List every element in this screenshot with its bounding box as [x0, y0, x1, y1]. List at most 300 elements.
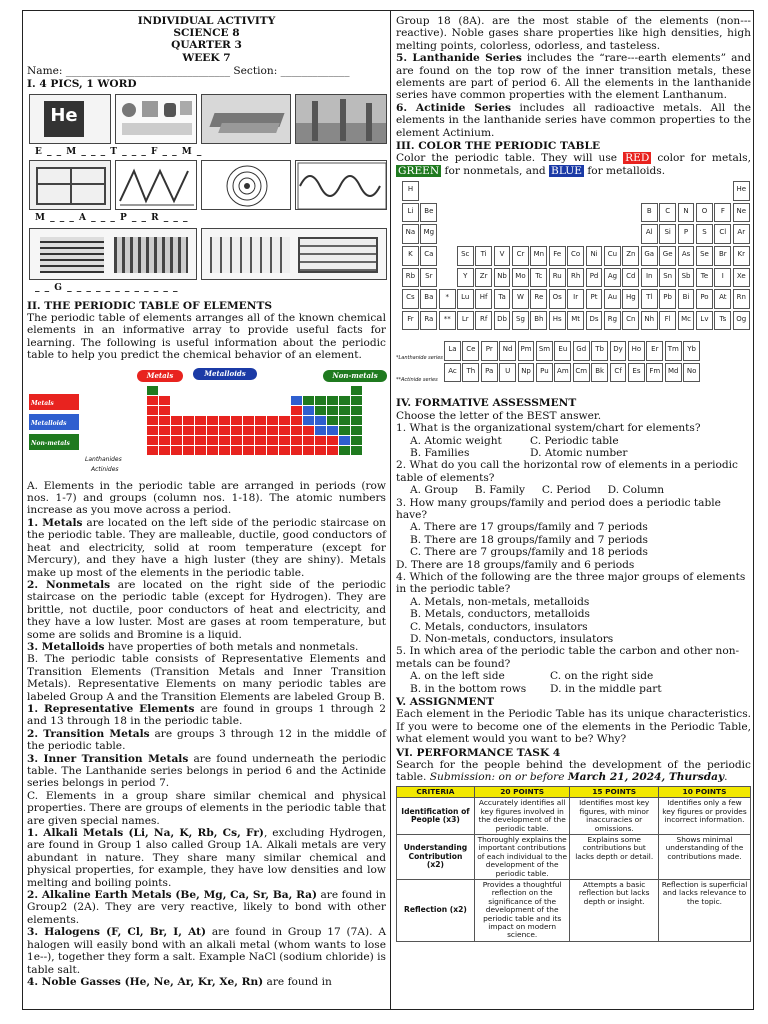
- green-highlight: GREEN: [398, 164, 440, 177]
- element-cell[interactable]: I: [714, 268, 731, 288]
- element-cell[interactable]: Er: [646, 341, 663, 361]
- term: 5. Lanthanide Series: [396, 52, 522, 65]
- element-tile: [279, 416, 290, 425]
- rubric-header: 15 POINTS: [570, 786, 659, 797]
- right-column: [392, 11, 755, 1009]
- element-cell[interactable]: Cr: [512, 246, 529, 266]
- intro-paragraph: The periodic table of elements arranges all of the known chemical elements in an informative array to provide useful facts for learning. The following is useful information about the periodic table to help you predict the chemical behavior of an element.: [27, 312, 386, 362]
- element-tile: [279, 446, 290, 455]
- series-placeholder-cell: *: [439, 289, 456, 309]
- element-tile: [147, 426, 158, 435]
- element-cell[interactable]: In: [641, 268, 658, 288]
- header-line: SCIENCE 8: [173, 27, 240, 40]
- wave-graphic: [296, 161, 387, 210]
- element-cell[interactable]: Ca: [420, 246, 437, 266]
- element-tile: [207, 446, 218, 455]
- element-cell[interactable]: W: [512, 289, 529, 309]
- element-cell[interactable]: Ru: [549, 268, 566, 288]
- options-row: [396, 435, 751, 447]
- element-tile: [339, 406, 350, 415]
- term: 1. Metals: [27, 516, 83, 529]
- rubric-cell: Provides a thoughtful reflection on the significance of the development of the periodic table and its impact on modern science.: [474, 879, 570, 941]
- element-cell[interactable]: Lv: [696, 311, 713, 331]
- option[interactable]: C. There are 7 groups/family and 18 periods: [410, 546, 648, 559]
- element-tile: [231, 446, 242, 455]
- element-cell[interactable]: Mg: [420, 224, 437, 244]
- element-cell[interactable]: Pd: [586, 268, 603, 288]
- rubric-cell: Identifies most key figures, with minor inaccuracies or omissions.: [570, 798, 659, 835]
- element-tile: [195, 416, 206, 425]
- options-row: [396, 670, 751, 682]
- legend-metals: Metals: [29, 394, 79, 410]
- element-tile: [351, 386, 362, 395]
- element-tile: [303, 416, 314, 425]
- element-cell[interactable]: La: [444, 341, 461, 361]
- element-cell[interactable]: Md: [665, 363, 682, 383]
- element-cell[interactable]: U: [499, 363, 516, 383]
- nonmetals-paragraph: [27, 579, 386, 641]
- element-cell[interactable]: Re: [530, 289, 547, 309]
- element-cell[interactable]: Pt: [586, 289, 603, 309]
- option[interactable]: D. There are 18 groups/family and 6 periods: [396, 558, 635, 571]
- rubric-table: [396, 786, 751, 942]
- element-cell[interactable]: Dy: [610, 341, 627, 361]
- element-tile: [327, 446, 338, 455]
- noble-gases-continued: Group 18 (8A). are the most stable of the elements (non---reactive). Noble gases share properties like high densities, high melting points, colorless, odorless, and tasteless.: [396, 15, 751, 52]
- element-tile: [147, 436, 158, 445]
- element-cell[interactable]: Fe: [549, 246, 566, 266]
- element-cell[interactable]: Mt: [567, 311, 584, 331]
- element-cell[interactable]: F: [714, 203, 731, 223]
- element-cell[interactable]: C: [659, 203, 676, 223]
- element-cell[interactable]: Rg: [604, 311, 621, 331]
- definition: are found in Group2 (2A). They are very reactive, likely to bond with other elements.: [27, 889, 386, 926]
- option[interactable]: A. Atomic weight: [410, 434, 502, 447]
- element-cell[interactable]: Au: [604, 289, 621, 309]
- forest-image: [295, 94, 387, 144]
- left-column: [23, 11, 391, 1009]
- definition: includes all radioactive metals. All the elements in the lanthanide series have common properties to the element Actinium.: [396, 101, 751, 139]
- definition: are found in Group 17 (7A). A halogen will easily bond with an alkali metal (whom wants to lose 1e--), together they form a salt. Example NaCl (sodium chloride) is table salt.: [27, 926, 386, 976]
- rubric-cell: Identifies only a few key figures or provides incorrect information.: [658, 798, 750, 835]
- lanthanides-label: Lanthanides: [85, 455, 122, 463]
- option[interactable]: D. Atomic number: [530, 446, 628, 459]
- element-cell[interactable]: Tb: [591, 341, 608, 361]
- element-cell[interactable]: Lu: [457, 289, 474, 309]
- element-cell[interactable]: Ga: [641, 246, 658, 266]
- element-cell[interactable]: Y: [457, 268, 474, 288]
- alkali-paragraph: [27, 827, 386, 889]
- element-cell[interactable]: Cf: [610, 363, 627, 383]
- element-tile: [231, 416, 242, 425]
- element-tile: [231, 426, 242, 435]
- term: 3. Metalloids: [27, 640, 105, 653]
- element-tile: [183, 446, 194, 455]
- element-tile: [159, 446, 170, 455]
- metalloids-paragraph: [27, 641, 386, 653]
- paragraph-c: C. Elements in a group share similar chemical and physical properties. There are groups of elements in the periodic table that are given special names.: [27, 789, 386, 827]
- element-cell[interactable]: Pu: [536, 363, 553, 383]
- element-cell[interactable]: Og: [733, 311, 750, 331]
- element-cell[interactable]: Fm: [646, 363, 663, 383]
- instruction-text: Color the periodic table. They will use: [396, 152, 624, 165]
- instruction-text: color for metals,: [651, 152, 751, 165]
- element-cell[interactable]: Br: [714, 246, 731, 266]
- element-tile: [195, 426, 206, 435]
- element-cell[interactable]: Nd: [499, 341, 516, 361]
- element-cell[interactable]: Al: [641, 224, 658, 244]
- definition: are groups 3 through 12 in the middle of the periodic table.: [27, 727, 386, 753]
- element-cell[interactable]: Th: [462, 363, 479, 383]
- representative-paragraph: [27, 703, 386, 728]
- lanthanide-paragraph: [396, 52, 751, 102]
- element-cell[interactable]: Fl: [659, 311, 676, 331]
- element-cell[interactable]: H: [402, 181, 419, 201]
- element-tile: [159, 416, 170, 425]
- element-tile: [291, 396, 302, 405]
- definition: are located on the right side of the periodic staircase on the periodic table (except for Hydrogen). They are brittle, not ductile, poor conductors of heat and electricity, and they have a low luster. Most are gases at room temperature, but some are solids and Bromine is a liquid.: [27, 578, 386, 641]
- element-cell[interactable]: O: [696, 203, 713, 223]
- element-cell[interactable]: Sr: [420, 268, 437, 288]
- definition: includes the “rare---earth elements” and are found on the top row of the inner transition metals, these elements are part of period 6. All the elements in the lanthanide series have common properties with the element Lanthanum.: [396, 52, 751, 102]
- task-text: [396, 759, 751, 784]
- element-cell[interactable]: Ne: [733, 203, 750, 223]
- zigzag-image: [115, 160, 197, 210]
- instructions: Choose the letter of the BEST answer.: [396, 409, 602, 422]
- element-tile: [255, 436, 266, 445]
- element-tile: [183, 436, 194, 445]
- element-cell[interactable]: Rn: [733, 289, 750, 309]
- halogens-paragraph: [27, 926, 386, 976]
- element-cell[interactable]: Co: [567, 246, 584, 266]
- element-tile: [171, 436, 182, 445]
- element-tile: [327, 416, 338, 425]
- element-cell[interactable]: Gd: [573, 341, 590, 361]
- element-tile: [255, 446, 266, 455]
- element-cell[interactable]: Nh: [641, 311, 658, 331]
- element-cell[interactable]: Ge: [659, 246, 676, 266]
- option[interactable]: B. Families: [410, 446, 470, 459]
- element-cell[interactable]: Si: [659, 224, 676, 244]
- element-tile: [255, 426, 266, 435]
- element-tile: [219, 426, 230, 435]
- element-cell[interactable]: He: [733, 181, 750, 201]
- header-line: INDIVIDUAL ACTIVITY: [137, 15, 276, 27]
- element-tile: [147, 386, 158, 395]
- due-date: March 21, 2024, Thursday: [567, 771, 725, 784]
- option[interactable]: D. in the middle part: [550, 682, 662, 695]
- element-cell[interactable]: Fr: [402, 311, 419, 331]
- paragraph-b: B. The periodic table consists of Representative Elements and Transition Elements (Transition Metals and Inner Transition Metals). Representative Elements on many periodic tables are labeled Group A and the Transition Elements are labeled Group B.: [27, 653, 386, 703]
- element-cell[interactable]: Rh: [567, 268, 584, 288]
- answer-blanks: M _ _ _ A _ _ _ P _ _ R _ _ _: [35, 212, 189, 223]
- element-cell[interactable]: Sg: [512, 311, 529, 331]
- rubric-row: [397, 798, 751, 835]
- element-tile: [195, 446, 206, 455]
- definition: are found in groups 1 through 2 and 13 through 18 in the periodic table.: [27, 702, 386, 728]
- element-tile: [207, 426, 218, 435]
- zigzag-graphic: [116, 161, 197, 210]
- element-tile: [303, 426, 314, 435]
- rubric-header: 10 POINTS: [658, 786, 750, 797]
- definition: are found in: [263, 975, 332, 988]
- element-cell[interactable]: Ar: [733, 224, 750, 244]
- element-cell[interactable]: Cn: [622, 311, 639, 331]
- element-cell[interactable]: Be: [420, 203, 437, 223]
- nonmetals-bubble: Non-metals: [323, 370, 387, 382]
- element-tile: [351, 406, 362, 415]
- stacked-layers-image: [29, 228, 197, 280]
- element-cell[interactable]: Ti: [475, 246, 492, 266]
- element-tile: [243, 416, 254, 425]
- option[interactable]: B. There are 18 groups/family and 7 periods: [410, 533, 648, 546]
- element-cell[interactable]: Cm: [573, 363, 590, 383]
- section-title: II. THE PERIODIC TABLE OF ELEMENTS: [27, 299, 272, 312]
- element-cell[interactable]: Sc: [457, 246, 474, 266]
- rubric-header: 20 POINTS: [474, 786, 570, 797]
- element-cell[interactable]: Ac: [444, 363, 461, 383]
- element-cell[interactable]: Te: [696, 268, 713, 288]
- element-tile: [315, 406, 326, 415]
- element-tile: [303, 406, 314, 415]
- element-tile: [159, 396, 170, 405]
- legend-nonmetals: Non-metals: [29, 434, 79, 450]
- option[interactable]: B. in the bottom rows: [410, 682, 527, 695]
- series-placeholder-cell: **: [439, 311, 456, 331]
- element-cell[interactable]: Mo: [512, 268, 529, 288]
- name-section-line[interactable]: Name: _______________________________ Section: _____________: [27, 64, 350, 77]
- element-cell[interactable]: Ni: [586, 246, 603, 266]
- element-cell[interactable]: Hg: [622, 289, 639, 309]
- element-tile: [291, 436, 302, 445]
- definition: are located on the left side of the periodic staircase on the periodic table. They are malleable, ductile, good conductors of heat and electricity, solid at room temperature (except for Mercury), and they have a high luster (they are shiny). Metals make up most of the elements in the periodic table.: [27, 516, 386, 579]
- worksheet-page: [22, 10, 754, 1010]
- element-tile: [219, 416, 230, 425]
- element-cell[interactable]: Cl: [714, 224, 731, 244]
- header-line: WEEK 7: [182, 51, 231, 64]
- grid-diagram-image: [201, 228, 387, 280]
- element-cell[interactable]: Tc: [530, 268, 547, 288]
- element-cell[interactable]: Zn: [622, 246, 639, 266]
- chemistry-icons-image: [115, 94, 197, 144]
- term: 6. Actinide Series: [396, 101, 511, 114]
- element-cell[interactable]: B: [641, 203, 658, 223]
- element-tile: [207, 436, 218, 445]
- element-tile: [339, 446, 350, 455]
- element-cell[interactable]: Eu: [554, 341, 571, 361]
- option[interactable]: C. on the right side: [550, 670, 654, 683]
- element-tile: [267, 436, 278, 445]
- actinides-label: Actinides: [91, 465, 119, 473]
- element-tile: [267, 446, 278, 455]
- element-tile: [183, 416, 194, 425]
- element-cell[interactable]: Nb: [494, 268, 511, 288]
- element-cell[interactable]: Ta: [494, 289, 511, 309]
- element-tile: [183, 426, 194, 435]
- instruction-text: for nonmetals, and: [441, 164, 550, 177]
- element-cell[interactable]: Pr: [481, 341, 498, 361]
- element-cell[interactable]: Tm: [665, 341, 682, 361]
- option[interactable]: A. There are 17 groups/family and 7 periods: [410, 521, 648, 534]
- element-tile: [351, 396, 362, 405]
- element-tile: [339, 416, 350, 425]
- element-tile: [303, 396, 314, 405]
- options-row[interactable]: A. Group B. Family C. Period D. Column: [410, 484, 665, 497]
- element-tile: [159, 436, 170, 445]
- element-cell[interactable]: Os: [549, 289, 566, 309]
- question: 3. How many groups/family and period does a periodic table have?: [396, 496, 721, 521]
- term: 3. Inner Transition Metals: [27, 752, 189, 765]
- rubric-header: CRITERIA: [397, 786, 475, 797]
- element-cell[interactable]: Ir: [567, 289, 584, 309]
- element-cell[interactable]: Es: [628, 363, 645, 383]
- option[interactable]: C. Periodic table: [530, 434, 619, 447]
- element-tile: [339, 396, 350, 405]
- task-body: Search for the people behind the development of the periodic table.: [396, 759, 751, 784]
- element-cell[interactable]: Ds: [586, 311, 603, 331]
- rubric-row: [397, 879, 751, 941]
- element-cell[interactable]: Bi: [678, 289, 695, 309]
- element-cell[interactable]: Pa: [481, 363, 498, 383]
- element-cell[interactable]: Sm: [536, 341, 553, 361]
- element-cell[interactable]: No: [683, 363, 700, 383]
- element-cell[interactable]: Np: [518, 363, 535, 383]
- element-tile: [303, 446, 314, 455]
- metals-paragraph: [27, 517, 386, 579]
- element-cell[interactable]: S: [696, 224, 713, 244]
- element-cell[interactable]: Cu: [604, 246, 621, 266]
- option[interactable]: C. Metals, conductors, insulators: [410, 620, 588, 633]
- answer-blanks: E _ _ M _ _ _ T _ _ _ F _ _ M _: [35, 146, 203, 157]
- element-tile: [339, 426, 350, 435]
- element-cell[interactable]: Pb: [659, 289, 676, 309]
- section-title: I. 4 PICS, 1 WORD: [27, 78, 137, 91]
- section-title: V. ASSIGNMENT: [396, 696, 495, 709]
- element-cell[interactable]: Pm: [518, 341, 535, 361]
- element-tile: [147, 396, 158, 405]
- element-cell[interactable]: Ce: [462, 341, 479, 361]
- section-title: III. COLOR THE PERIODIC TABLE: [396, 140, 601, 153]
- paragraph-a: A. Elements in the periodic table are arranged in periods (row nos. 1-7) and groups (column nos. 1-18). The atomic numbers increase as you move across a period.: [27, 479, 386, 517]
- term: 4. Noble Gasses (He, Ne, Ar, Kr, Xe, Rn): [27, 975, 264, 988]
- element-cell[interactable]: Lr: [457, 311, 474, 331]
- element-tile: [291, 446, 302, 455]
- option[interactable]: A. on the left side: [410, 670, 505, 683]
- blank-periodic-table[interactable]: [396, 179, 751, 394]
- element-cell[interactable]: Kr: [733, 246, 750, 266]
- term: 2. Alkaline Earth Metals (Be, Mg, Ca, Sr, Ba, Ra): [27, 889, 318, 902]
- element-cell[interactable]: Bk: [591, 363, 608, 383]
- term: 2. Nonmetals: [27, 578, 111, 591]
- element-tile: [351, 416, 362, 425]
- element-cell[interactable]: Po: [696, 289, 713, 309]
- element-cell[interactable]: Tl: [641, 289, 658, 309]
- alkaline-earth-paragraph: [27, 889, 386, 926]
- element-cell[interactable]: K: [402, 246, 419, 266]
- worksheet-header: [27, 15, 386, 64]
- element-cell[interactable]: Db: [494, 311, 511, 331]
- element-cell[interactable]: N: [678, 203, 695, 223]
- header-line: QUARTER 3: [171, 39, 242, 52]
- rubric-cell: Reflection is superficial and lacks relevance to the topic.: [658, 879, 750, 941]
- element-cell[interactable]: P: [678, 224, 695, 244]
- element-tile: [315, 416, 326, 425]
- term: 1. Alkali Metals (Li, Na, K, Rb, Cs, Fr): [27, 827, 264, 840]
- element-cell[interactable]: Am: [554, 363, 571, 383]
- noble-gases-paragraph: [27, 976, 386, 988]
- element-cell[interactable]: Ra: [420, 311, 437, 331]
- element-cell[interactable]: Hf: [475, 289, 492, 309]
- element-tile: [171, 426, 182, 435]
- answer-blanks: _ _ G _ _ _ _ _ _ _ _ _ _ _ _: [35, 282, 179, 293]
- element-tile: [147, 406, 158, 415]
- element-cell[interactable]: Sb: [678, 268, 695, 288]
- instruction-text: for metalloids.: [583, 164, 666, 177]
- element-cell[interactable]: Cd: [622, 268, 639, 288]
- term: 1. Representative Elements: [27, 702, 195, 715]
- inner-transition-paragraph: [27, 753, 386, 790]
- element-tile: [207, 416, 218, 425]
- rubric-criterion: Reflection (x2): [397, 879, 475, 941]
- element-cell[interactable]: Rf: [475, 311, 492, 331]
- element-tile: [171, 446, 182, 455]
- option[interactable]: B. Metals, conductors, metalloids: [410, 608, 590, 621]
- element-tile: [291, 416, 302, 425]
- element-cell[interactable]: Hs: [549, 311, 566, 331]
- element-cell[interactable]: Li: [402, 203, 419, 223]
- element-cell[interactable]: V: [494, 246, 511, 266]
- element-cell[interactable]: Sn: [659, 268, 676, 288]
- metals-bubble: Metals: [137, 370, 183, 382]
- element-cell[interactable]: Zr: [475, 268, 492, 288]
- element-cell[interactable]: Ag: [604, 268, 621, 288]
- blue-highlight: BLUE: [551, 164, 582, 177]
- wave-image: [295, 160, 387, 210]
- element-cell[interactable]: Mc: [678, 311, 695, 331]
- element-cell[interactable]: Xe: [733, 268, 750, 288]
- element-cell[interactable]: At: [714, 289, 731, 309]
- option[interactable]: A. Metals, non-metals, metalloids: [410, 595, 590, 608]
- actinide-series-label: **Actinide series: [396, 377, 438, 384]
- metal-bars-image: [201, 94, 291, 144]
- element-tile: [351, 436, 362, 445]
- red-highlight: RED: [625, 152, 650, 165]
- element-cell[interactable]: Mn: [530, 246, 547, 266]
- element-cell[interactable]: Na: [402, 224, 419, 244]
- element-tile: [243, 446, 254, 455]
- element-cell[interactable]: Se: [696, 246, 713, 266]
- option[interactable]: D. Non-metals, conductors, insulators: [410, 633, 614, 645]
- element-tile: [291, 406, 302, 415]
- element-cell[interactable]: Cs: [402, 289, 419, 309]
- element-cell[interactable]: Bh: [530, 311, 547, 331]
- element-cell[interactable]: Rb: [402, 268, 419, 288]
- element-cell[interactable]: Ba: [420, 289, 437, 309]
- element-tile: [243, 426, 254, 435]
- punctuation: .: [724, 771, 728, 784]
- element-tile: [147, 416, 158, 425]
- element-tile: [339, 436, 350, 445]
- element-cell[interactable]: Ts: [714, 311, 731, 331]
- element-tile: [159, 426, 170, 435]
- element-cell[interactable]: Yb: [683, 341, 700, 361]
- options-row: [396, 683, 751, 695]
- rubric-cell: Explains some contributions but lacks depth or detail.: [570, 834, 659, 879]
- element-tile: [279, 436, 290, 445]
- element-tile: [351, 426, 362, 435]
- element-cell[interactable]: As: [678, 246, 695, 266]
- element-cell[interactable]: Ho: [628, 341, 645, 361]
